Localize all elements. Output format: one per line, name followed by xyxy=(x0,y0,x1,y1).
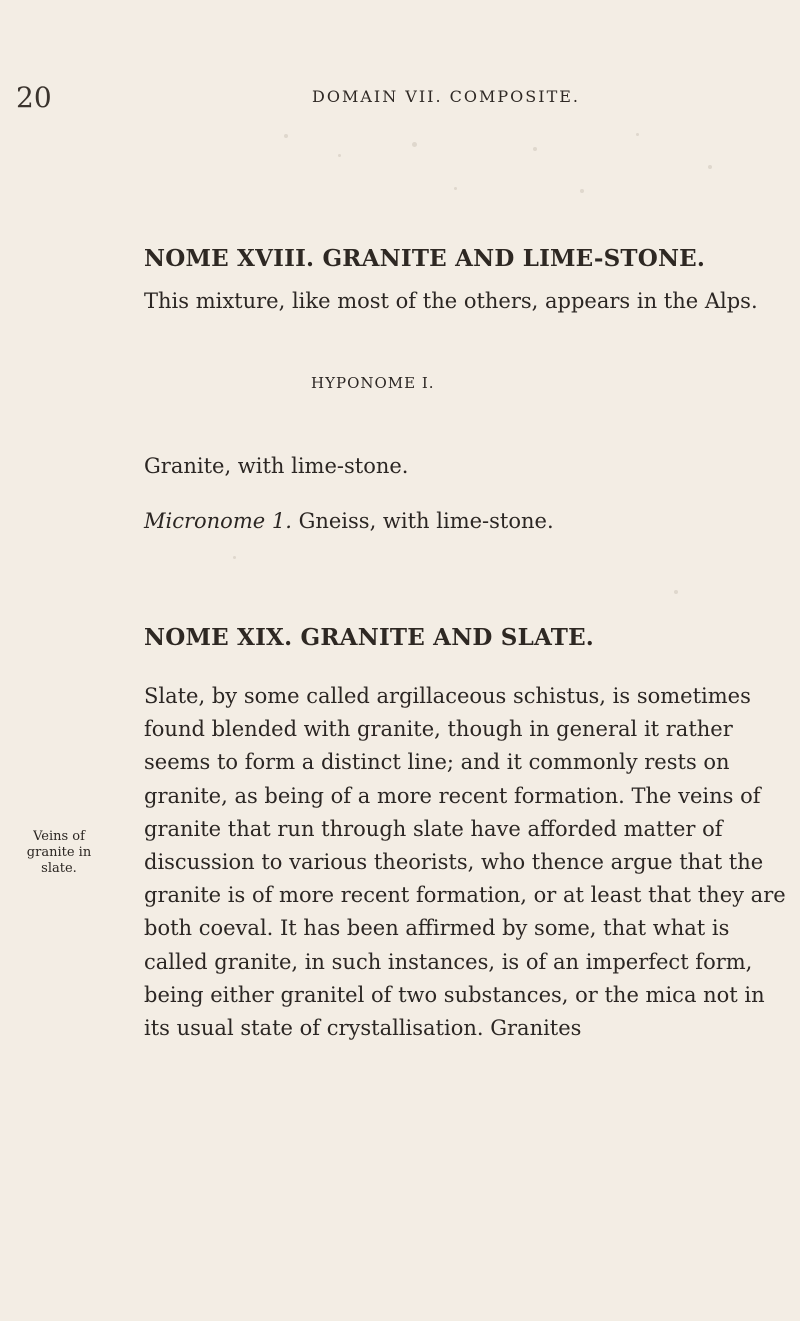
running-head: DOMAIN VII. COMPOSITE. xyxy=(312,87,580,106)
paper-speckle xyxy=(708,165,712,169)
hyponome-text: Granite, with lime-stone. xyxy=(144,454,409,478)
page-number: 20 xyxy=(16,81,52,114)
paper-speckle xyxy=(284,134,288,138)
paper-speckle xyxy=(338,154,341,157)
nome-xviii-paragraph: This mixture, like most of the others, appears in the Alps. xyxy=(144,289,758,313)
nome-xix-title: NOME XIX. GRANITE AND SLATE. xyxy=(144,624,595,651)
paper-speckle xyxy=(533,147,537,151)
paper-speckle xyxy=(412,142,417,147)
paper-speckle xyxy=(636,133,639,136)
micronome-label: Micronome 1. xyxy=(144,509,292,533)
paper-speckle xyxy=(580,189,584,193)
micronome-line xyxy=(144,507,788,536)
micronome-text: Gneiss, with lime-stone. xyxy=(298,509,554,533)
paper-speckle xyxy=(454,187,457,190)
paper-speckle xyxy=(233,556,236,559)
nome-xviii-title: NOME XVIII. GRANITE AND LIME-STONE. xyxy=(144,245,706,272)
margin-note: Veins of granite in slate. xyxy=(26,829,92,876)
paper-speckle xyxy=(674,590,678,594)
hyponome-title: HYPONOME I. xyxy=(311,374,435,392)
nome-xix-paragraph: Slate, by some called argillaceous schistus, is sometimes found blended with granite, though in general it rather seems to form a distinct line; and it commonly rests on granite, as being of a more recent formation. The veins of granite that run through slate have afforded matter of discussion to various theorists, who thence argue that the granite is of more recent formation, or at least that they are both coeval. It has been affirmed by some, that what is called granite, in such instances, is of an imperfect form, being either granitel of two substances, or the mica not in its usual state of crystallisation. Granites xyxy=(144,684,786,1041)
